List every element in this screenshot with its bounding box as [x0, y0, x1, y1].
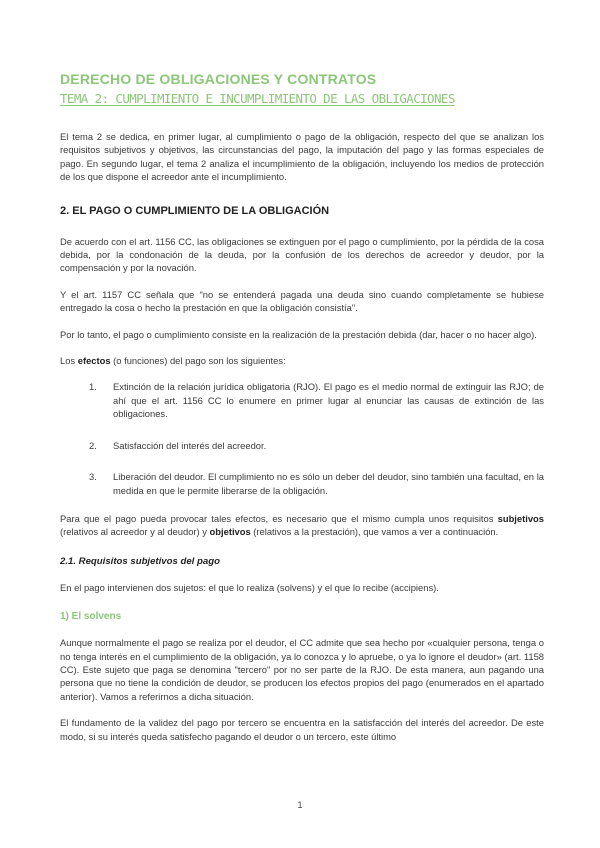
subsection-heading: 2.1. Requisitos subjetivos del pago	[60, 555, 220, 567]
paragraph-solvens: Aunque normalmente el pago se realiza por el deudor, el CC admite que sea hecho por «cualquier persona, tenga o no tenga interés en el cumplimiento de la obligación, ya lo conozca y lo apruebe, o ya lo ignore el deudor» (art. 1158 CC). Este sujeto que paga se denomina "tercero" por no ser parte de la RJO. De esta manera, aun pagando una persona que no tiene la condición de deudor, se producen los efectos propios del pago (enumerados en el apartado anterior). Vamos a referirnos a dicha situación.	[60, 637, 544, 702]
paragraph-art-1157: Y el art. 1157 CC señala que "no se entenderá pagada una deuda sino cuando completamente se hubiese entregado la cosa o hecho la prestación en que la obligación consistía".	[60, 288, 544, 314]
paragraph-pago-definition: Por lo tanto, el pago o cumplimiento consiste en la realización de la prestación debida (dar, hacer o no hacer algo).	[60, 328, 537, 340]
paragraph-fundamento: El fundamento de la validez del pago por tercero se encuentra en la satisfacción del interés del acreedor. De este modo, si su interés queda satisfecho pagando el deudor o un tercero, este último	[60, 717, 544, 742]
section-heading: 2. EL PAGO O CUMPLIMIENTO DE LA OBLIGACIÓN	[60, 204, 330, 217]
paragraph-requisitos: Para que el pago pueda provocar tales efectos, es necesario que el mismo cumpla unos requisitos subjetivos (relativos al acreedor y al deudor) y objetivos (relativos a la prestación), que vamos a ver a continuación.	[60, 512, 544, 538]
page-number: 1	[297, 800, 303, 810]
paragraph-art-1156: De acuerdo con el art. 1156 CC, las obligaciones se extinguen por el pago o cumplimiento, por la pérdida de la cosa debida, por la condonación de la deuda, por la confusión de los derechos de acreedor y deudor, por la compensación y por la novación.	[60, 235, 544, 274]
topic-title: TEMA 2: CUMPLIMIENTO E INCUMPLIMIENTO DE LAS OBLIGACIONES	[60, 91, 455, 106]
paragraph-effects-intro: Los efectos (o funciones) del pago son los siguientes:	[60, 355, 286, 367]
solvens-heading: 1) El solvens	[60, 611, 122, 623]
document-page	[60, 70, 544, 743]
effects-bold: efectos	[77, 355, 111, 367]
paragraph-sujetos: En el pago intervienen dos sujetos: el que lo realiza (solvens) y el que lo recibe (accipiens).	[60, 581, 439, 593]
effects-list	[60, 380, 544, 496]
list-item: 1. Extinción de la relación jurídica obligatoria (RJO). El pago es el medio normal de extinguir las RJO; de ahí que el art. 1156 CC lo enumere en primer lugar al enunciar las causas de extinción de las obligaciones.	[89, 381, 544, 420]
course-title: DERECHO DE OBLIGACIONES Y CONTRATOS	[60, 71, 377, 87]
list-item: 2. Satisfacción del interés del acreedor.	[89, 439, 267, 451]
intro-paragraph: El tema 2 se dedica, en primer lugar, al cumplimiento o pago de la obligación, respecto del que se analizan los requisitos subjetivos y objetivos, las circunstancias del pago, la imputación del pago y las formas especiales de pago. En segundo lugar, el tema 2 analiza el incumplimiento de la obligación, incluyendo los medios de protección de los que dispone el acreedor ante el incumplimiento.	[60, 131, 544, 183]
list-item: 3. Liberación del deudor. El cumplimiento no es sólo un deber del deudor, sino también una facultad, en la medida en que le permite liberarse de la obligación.	[89, 471, 544, 496]
